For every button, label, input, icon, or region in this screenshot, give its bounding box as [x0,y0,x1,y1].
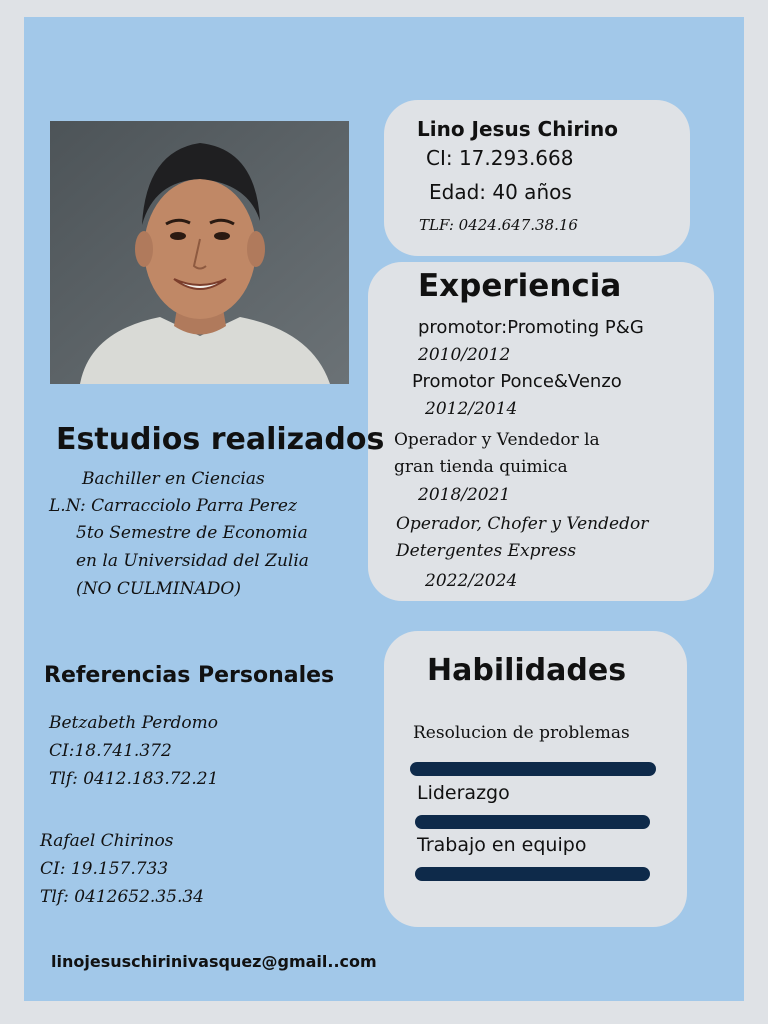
education-line: (NO CULMINADO) [76,579,241,599]
experience-item-title: Promotor Ponce&Venzo [412,371,622,392]
skill-label: Trabajo en equipo [417,834,587,856]
id-number: CI: 17.293.668 [426,146,574,170]
experience-item-years: 2022/2024 [425,571,518,591]
education-heading: Estudios realizados [56,422,385,457]
education-line: 5to Semestre de Economia [76,523,308,543]
age: Edad: 40 años [429,180,572,204]
experience-item-years: 2012/2014 [425,399,518,419]
full-name: Lino Jesus Chirino [417,117,619,141]
email-address: linojesuschirinivasquez@gmail..com [51,952,377,971]
experience-item-years: 2018/2021 [418,485,511,505]
experience-item-title-line: Detergentes Express [396,541,577,561]
experience-heading: Experiencia [418,268,622,304]
experience-item-title-line: Operador y Vendedor la [394,430,600,450]
skill-level-bar [410,762,656,776]
skill-level-bar [415,815,650,829]
education-line: en la Universidad del Zulia [76,551,309,571]
reference-id: CI: 19.157.733 [40,859,169,879]
references-heading: Referencias Personales [44,663,335,688]
skill-label: Liderazgo [417,782,510,804]
experience-card [368,262,714,601]
resume-page [24,17,744,1001]
reference-phone: Tlf: 0412652.35.34 [40,887,204,907]
skill-level-bar [415,867,650,881]
reference-name: Rafael Chirinos [40,831,174,851]
skills-heading: Habilidades [427,653,627,688]
education-line: Bachiller en Ciencias [82,469,265,489]
skill-label: Resolucion de problemas [413,723,630,743]
education-line: L.N: Carracciolo Parra Perez [49,496,297,516]
skills-card [384,631,687,927]
experience-item-title: promotor:Promoting P&G [418,317,644,338]
person-portrait-image [50,121,349,384]
phone-number: TLF: 0424.647.38.16 [419,216,578,234]
experience-item-title-line: gran tienda quimica [394,457,568,477]
profile-card [384,100,690,256]
reference-phone: Tlf: 0412.183.72.21 [49,769,219,789]
reference-name: Betzabeth Perdomo [49,713,218,733]
reference-id: CI:18.741.372 [49,741,172,761]
experience-item-title-line: Operador, Chofer y Vendedor [396,514,649,534]
profile-photo [50,121,349,384]
experience-item-years: 2010/2012 [418,345,511,365]
